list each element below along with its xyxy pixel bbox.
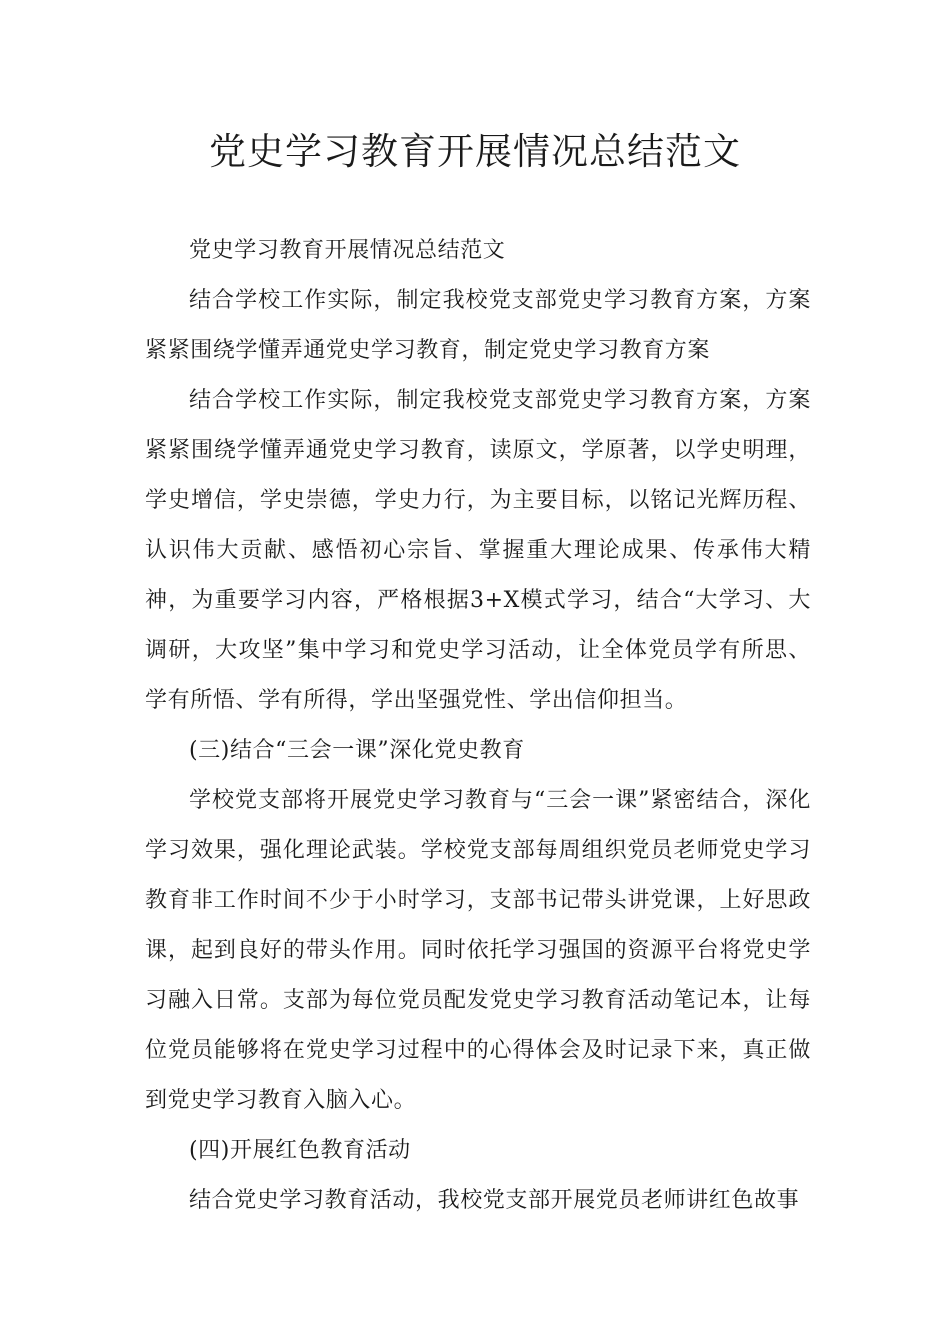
section-heading-three: (三)结合“三会一课”深化党史教育 [189,738,525,763]
document-title: 党史学习教育开展情况总结范文 [209,130,741,173]
paragraph-plan-summary: 结合学校工作实际，制定我校党支部党史学习教育方案，方案紧紧围绕学懂弄通党史学习教育，制定党史学习教育方案 [145,288,811,363]
paragraph-three-meetings: 学校党支部将开展党史学习教育与“三会一课”紧密结合，深化学习效果，强化理论武装。学校党支部每周组织党员老师党史学习教育非工作时间不少于小时学习，支部书记带头讲党课，上好思政课，起到良好的带头作用。同时依托学习强国的资源平台将党史学习融入日常。支部为每位党员配发党史学习教育活动笔记本，让每位党员能够将在党史学习过程中的心得体会及时记录下来，真正做到党史学习教育入脑入心。 [145,788,811,1113]
paragraph-plan-detail: 结合学校工作实际，制定我校党支部党史学习教育方案，方案紧紧围绕学懂弄通党史学习教育，读原文，学原著，以学史明理，学史增信，学史崇德，学史力行，为主要目标，以铭记光辉历程、认识伟大贡献、感悟初心宗旨、掌握重大理论成果、传承伟大精神，为重要学习内容，严格根据3+X模式学习，结合“大学习、大调研，大攻坚”集中学习和党史学习活动，让全体党员学有所思、学有所悟、学有所得，学出坚强党性、学出信仰担当。 [145,388,811,713]
paragraph-subtitle: 党史学习教育开展情况总结范文 [189,238,506,263]
document-body [145,226,811,1226]
paragraph-red-education: 结合党史学习教育活动，我校党支部开展党员老师讲红色故事 [189,1188,800,1213]
section-heading-four: (四)开展红色教育活动 [189,1138,411,1163]
